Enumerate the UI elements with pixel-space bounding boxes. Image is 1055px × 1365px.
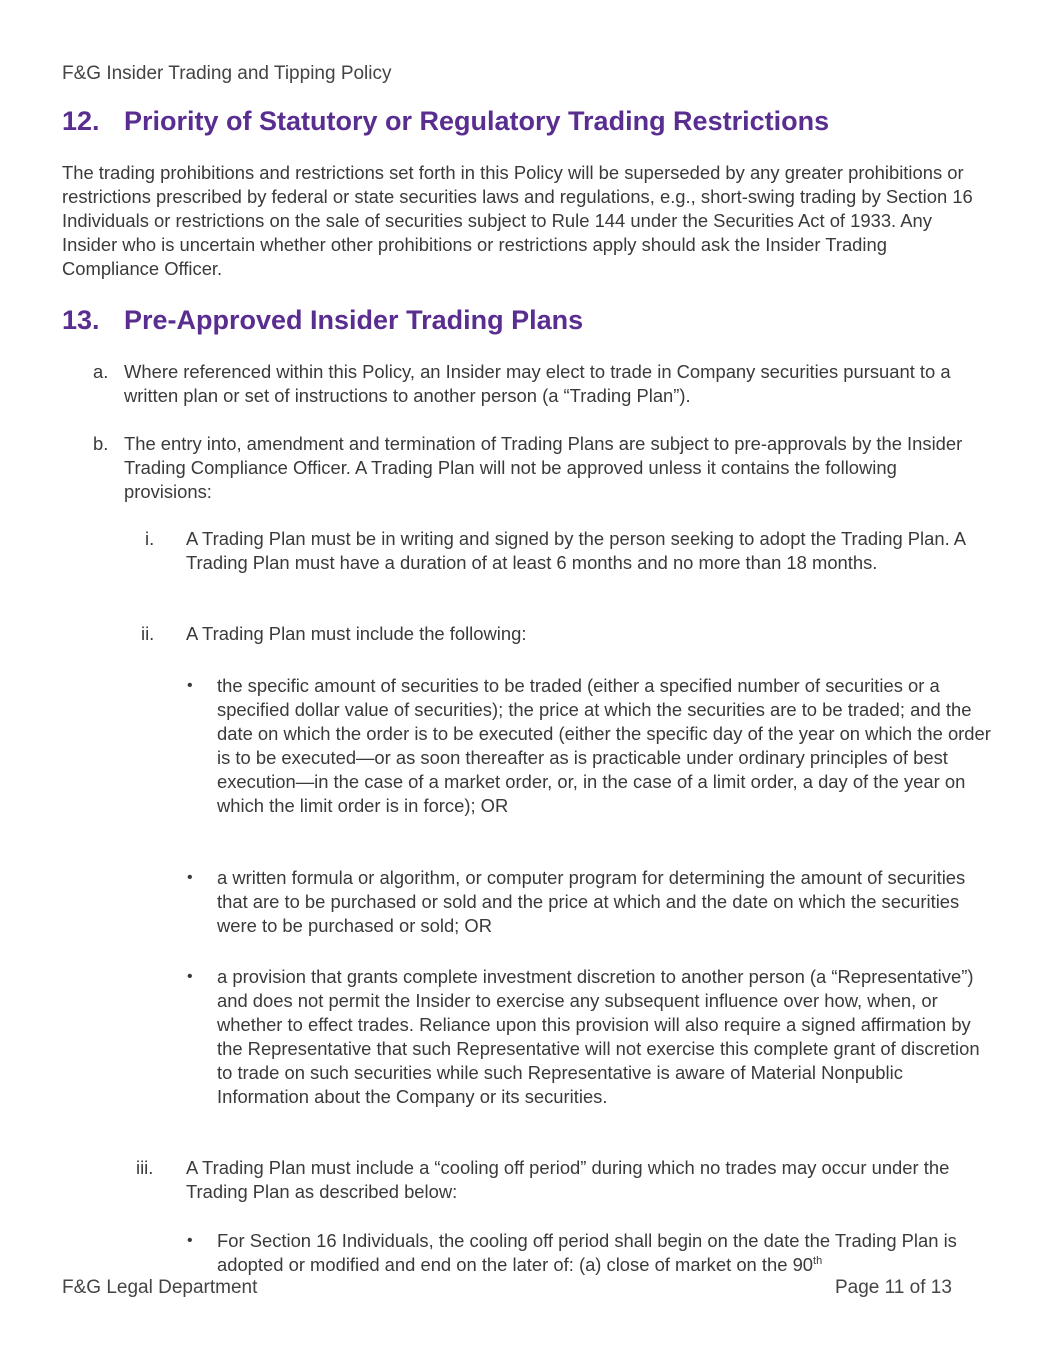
section-13-title: Pre-Approved Insider Trading Plans	[124, 305, 584, 335]
bullet-text-2: a written formula or algorithm, or computer program for determining the amount of securities that are to be purchased or sold and the price at which and the date on which the securities were to be purchased or sold; OR	[217, 867, 966, 936]
list-marker-ii: ii.	[141, 623, 155, 644]
section-12-paragraph: The trading prohibitions and restrictions set forth in this Policy will be superseded by any greater prohibitions or restrictions prescribed by federal or state securities laws and regulations, e.g., short-swing trading by Section 16 Individuals or restrictions on the sale of securities subject to Rule 144 under the Securities Act of 1933. Any Insider who is uncertain whether other prohibitions or restrictions apply should ask the Insider Trading Compliance Officer.	[62, 162, 973, 279]
footer-left: F&G Legal Department	[62, 1277, 258, 1298]
bullet-text-4: For Section 16 Individuals, the cooling off period shall begin on the date the Trading Plan is adopted or modified and end on the later of: (a) close of market on the 90	[217, 1230, 957, 1275]
list-item-ii	[141, 622, 976, 646]
bullet-icon: •	[187, 1232, 193, 1249]
list-text-ii: A Trading Plan must include the following:	[186, 623, 527, 644]
section-12-heading	[62, 106, 829, 137]
list-item-b	[93, 432, 986, 504]
bullet-item	[187, 1229, 992, 1277]
list-text-i: A Trading Plan must be in writing and signed by the person seeking to adopt the Trading Plan. A Trading Plan must have a duration of at least 6 months and no more than 18 months.	[186, 528, 966, 573]
list-item-a	[93, 360, 984, 408]
bullet-item	[187, 965, 992, 1109]
section-13-number: 13.	[62, 305, 100, 335]
bullet-item	[187, 674, 992, 818]
bullet-item	[187, 866, 972, 938]
list-marker-b: b.	[93, 433, 109, 454]
section-13-heading	[62, 305, 583, 336]
list-marker-a: a.	[93, 361, 109, 382]
list-text-iii: A Trading Plan must include a “cooling off period” during which no trades may occur under the Trading Plan as described below:	[186, 1157, 950, 1202]
section-12-title: Priority of Statutory or Regulatory Trading Restrictions	[124, 106, 830, 136]
bullet-icon: •	[187, 968, 193, 985]
bullet-text-1: the specific amount of securities to be traded (either a specified number of securities or a specified dollar value of securities); the price at which the securities are to be traded; and the date on which the order is to be executed (either the specific day of the year on which the order is to be executed—or as soon thereafter as is practicable under ordinary principles of best execution—in the case of a market order, or, in the case of a limit order, a day of the year on which the limit order is in force); OR	[217, 675, 991, 816]
section-12-number: 12.	[62, 106, 100, 136]
footer-page-number: Page 11 of 13	[835, 1277, 952, 1298]
list-text-b: The entry into, amendment and termination of Trading Plans are subject to pre-approvals by the Insider Trading Compliance Officer. A Trading Plan will not be approved unless it contains the following provisions:	[124, 433, 963, 502]
bullet-icon: •	[187, 869, 193, 886]
list-item-iii	[136, 1156, 976, 1204]
bullet-text-3: a provision that grants complete investment discretion to another person (a “Representative”) and does not permit the Insider to exercise any subsequent influence over how, when, or whether to effect trades. Reliance upon this provision will also require a signed affirmation by the Representative that such Representative will not exercise this complete grant of discretion to trade on such securities while such Representative is aware of Material Nonpublic Information about the Company or its securities.	[217, 966, 980, 1107]
ordinal-suffix: th	[813, 1254, 823, 1267]
bullet-icon: •	[187, 677, 193, 694]
list-text-a: Where referenced within this Policy, an Insider may elect to trade in Company securities pursuant to a written plan or set of instructions to another person (a “Trading Plan”).	[124, 361, 951, 406]
document-header: F&G Insider Trading and Tipping Policy	[62, 63, 392, 84]
list-marker-i: i.	[145, 528, 155, 549]
list-item-i	[145, 527, 976, 575]
list-marker-iii: iii.	[136, 1157, 154, 1178]
